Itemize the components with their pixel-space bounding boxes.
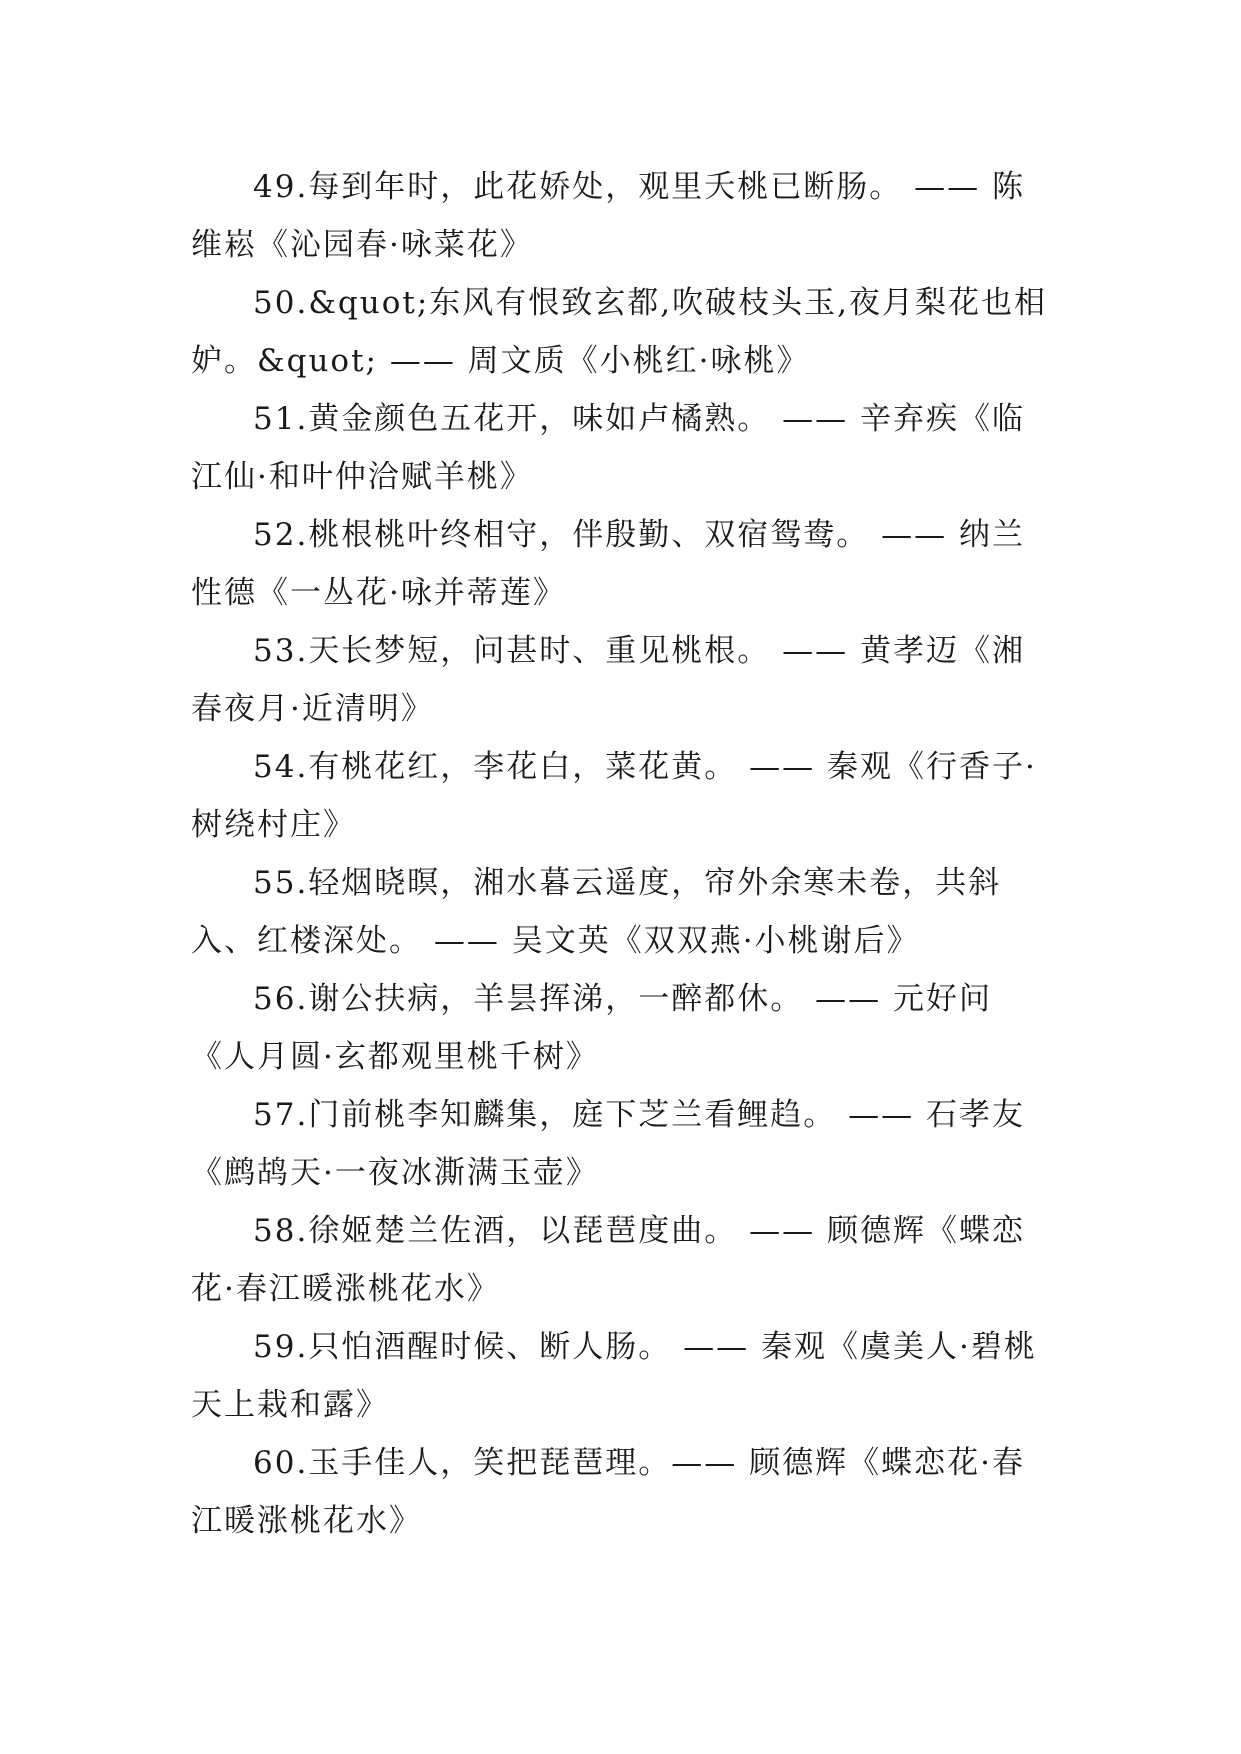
quote-entry-49 [191,158,1051,274]
entry-number: 57. [253,1097,309,1133]
entry-text: 轻烟晓暝，湘水暮云遥度，帘外余寒未卷，共斜入、红楼深处。 —— 吴文英《双双燕·小桃谢后》 [191,865,1002,959]
quote-entry-54 [191,738,1051,854]
entry-number: 53. [253,633,309,669]
entry-text: 谢公扶病，羊昙挥涕，一醉都休。 —— 元好问《人月圆·玄都观里桃千树》 [191,981,993,1075]
entry-text: 天长梦短，问甚时、重见桃根。 —— 黄孝迈《湘春夜月·近清明》 [191,633,1026,727]
quote-entry-58 [191,1202,1051,1318]
entry-text: 只怕酒醒时候、断人肠。 —— 秦观《虞美人·碧桃天上栽和露》 [191,1329,1037,1423]
quote-entry-56 [191,970,1051,1086]
entry-number: 51. [253,401,309,437]
quote-entry-55 [191,854,1051,970]
entry-text: 每到年时，此花娇处，观里夭桃已断肠。 —— 陈维崧《沁园春·咏菜花》 [191,169,1026,263]
entry-number: 60. [253,1445,309,1481]
quote-entry-52 [191,506,1051,622]
poem-quote-list [191,158,1051,1550]
entry-text: 玉手佳人，笑把琵琶理。—— 顾德辉《蝶恋花·春江暖涨桃花水》 [191,1445,1026,1539]
entry-number: 49. [253,169,309,205]
entry-number: 55. [253,865,309,901]
quote-entry-57 [191,1086,1051,1202]
entry-text: &quot;东风有恨致玄都,吹破枝头玉,夜月梨花也相妒。&quot; —— 周文质《小桃红·咏桃》 [191,285,1047,379]
entry-number: 50. [253,285,309,321]
entry-text: 桃根桃叶终相守，伴殷勤、双宿鸳鸯。 —— 纳兰性德《一丛花·咏并蒂莲》 [191,517,1026,611]
entry-number: 54. [253,749,309,785]
entry-text: 有桃花红，李花白，菜花黄。 —— 秦观《行香子·树绕村庄》 [191,749,1037,843]
entry-text: 门前桃李知麟集，庭下芝兰看鲤趋。 —— 石孝友《鹧鸪天·一夜冰澌满玉壶》 [191,1097,1026,1191]
quote-entry-53 [191,622,1051,738]
entry-number: 59. [253,1329,309,1365]
entry-number: 58. [253,1213,309,1249]
quote-entry-60 [191,1434,1051,1550]
quote-entry-50 [191,274,1051,390]
entry-number: 56. [253,981,309,1017]
entry-text: 黄金颜色五花开，味如卢橘熟。 —— 辛弃疾《临江仙·和叶仲洽赋羊桃》 [191,401,1026,495]
quote-entry-51 [191,390,1051,506]
entry-number: 52. [253,517,309,553]
quote-entry-59 [191,1318,1051,1434]
entry-text: 徐姬楚兰佐酒，以琵琶度曲。 —— 顾德辉《蝶恋花·春江暖涨桃花水》 [191,1213,1026,1307]
